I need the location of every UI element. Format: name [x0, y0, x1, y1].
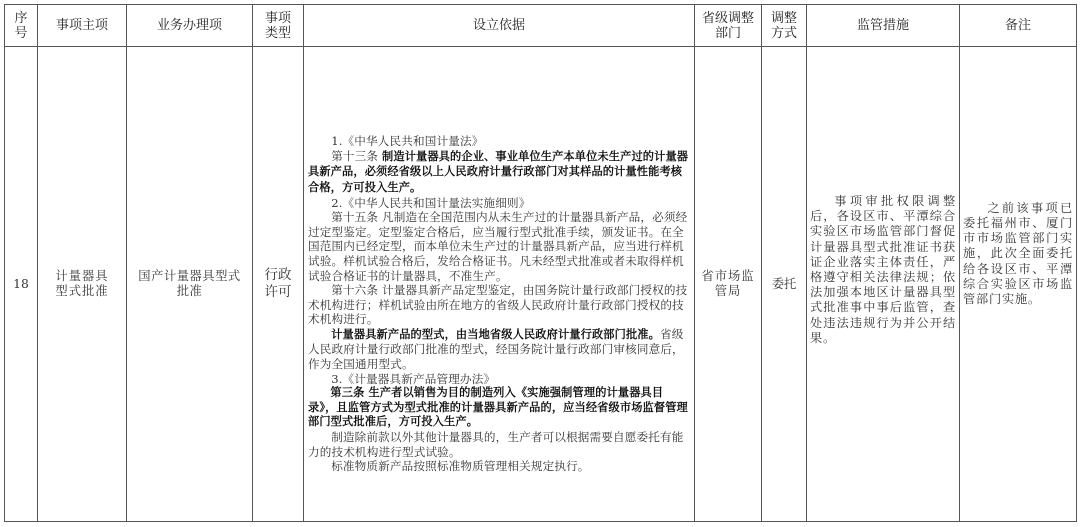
- law1-article13-label: 第十三条: [331, 148, 379, 163]
- policy-adjustment-table: [4, 4, 1077, 522]
- cell-item-type-text: 行政许可: [264, 267, 292, 300]
- header-row: [5, 5, 1077, 47]
- cell-supervision: [807, 47, 960, 522]
- law2-article15: 第十五条 凡制造在全国范围内从未生产过的计量器具新产品，必须经过定型鉴定。定型鉴定合格后，应当履行型式批准手续，颁发证书。在全国范围内已经定型，而本单位未生产过的计量器具新产品，应当进行样机试验。样机试验合格后，发给合格证书。凡未经型式批准或者未取得样机试验合格证书的计量器具，不准生产。: [308, 210, 688, 283]
- law1-article13-text: 制造计量器具的企业、事业单位生产本单位未生产过的计量器具新产品，必须经省级以上人民政府计量行政部门对其样品的计量性能考核合格，方可投入生产。: [308, 149, 689, 194]
- supervision-text: 事项审批权限调整后，各设区市、平潭综合实验区市场监管部门督促计量器具型式批准证书获证企业落实主体责任，严格遵守相关法律法规；依法加强本地区计量器具型式批准事中事后监管，查处违法违规行为并公开结果。: [810, 193, 956, 345]
- header-item-type-label: 事项类型: [264, 10, 291, 41]
- header-seq: [5, 5, 38, 47]
- header-supervision: 监管措施: [807, 5, 960, 47]
- law3-article3: 第三条 生产者以销售为目的制造列入《实施强制管理的计量器具目录》，且监管方式为型式批准的计量器具新产品的，应当经省级市场监督管理部门型式批准后，方可投入生产。: [308, 386, 688, 429]
- header-basis: 设立依据: [304, 5, 695, 47]
- table-row: [5, 47, 1077, 522]
- law2-title: 2.《中华人民共和国计量法实施细则》: [331, 195, 531, 210]
- cell-adjust-method: 委托: [762, 47, 807, 522]
- law3-para3: 标准物质新产品按照标准物质管理相关规定执行。: [331, 459, 590, 474]
- law3-title: 3.《计量器具新产品管理办法》: [331, 371, 496, 386]
- cell-item-type: [253, 47, 304, 522]
- cell-main-item: [38, 47, 127, 522]
- cell-provincial-dept-text: 省市场监管局: [701, 269, 755, 298]
- law2-approval: [308, 327, 690, 372]
- law2-article16: 第十六条 计量器具新产品定型鉴定，由国务院计量行政部门授权的技术机构进行；样机试验由所在地方的省级人民政府计量行政部门授权的技术机构进行。: [308, 283, 688, 327]
- law2-approval-tail: 省级人民政府计量行政部门批准的型式，经国务院计量行政部门审核同意后，作为全国通用型式。: [308, 326, 684, 372]
- header-seq-label: 序号: [14, 10, 28, 41]
- law3-para2: 制造除前款以外其他计量器具的，生产者可以根据需要自愿委托有能力的技术机构进行型式试验。: [308, 430, 684, 459]
- cell-main-item-text: 计量器具型式批准: [55, 269, 109, 298]
- cell-provincial-dept: [695, 47, 762, 522]
- law1-article13: [308, 149, 690, 196]
- cell-business-item: [127, 47, 253, 522]
- header-business-item: 业务办理项: [127, 5, 253, 47]
- cell-business-item-text: 国产计量器具型式批准: [138, 269, 241, 298]
- cell-remarks: [960, 47, 1077, 522]
- remarks-text: 之前该事项已委托福州市、厦门市市场监管部门实施，此次全面委托给各设区市、平潭综合实验区市场监管部门实施。: [963, 200, 1073, 306]
- header-provincial-dept: [695, 5, 762, 47]
- header-item-type: [253, 5, 304, 47]
- cell-seq: 18: [5, 47, 38, 522]
- cell-basis: [304, 47, 695, 522]
- header-main-item: 事项主项: [38, 5, 127, 47]
- law2-approval-bold: 计量器具新产品的型式，由当地省级人民政府计量行政部门批准。: [331, 327, 660, 341]
- header-remarks: 备注: [960, 5, 1077, 47]
- law1-title: 1.《中华人民共和国计量法》: [331, 134, 484, 149]
- header-provincial-dept-label: 省级调整部门: [701, 10, 754, 41]
- header-adjust-method-label: 调整方式: [770, 10, 797, 41]
- header-adjust-method: [762, 5, 807, 47]
